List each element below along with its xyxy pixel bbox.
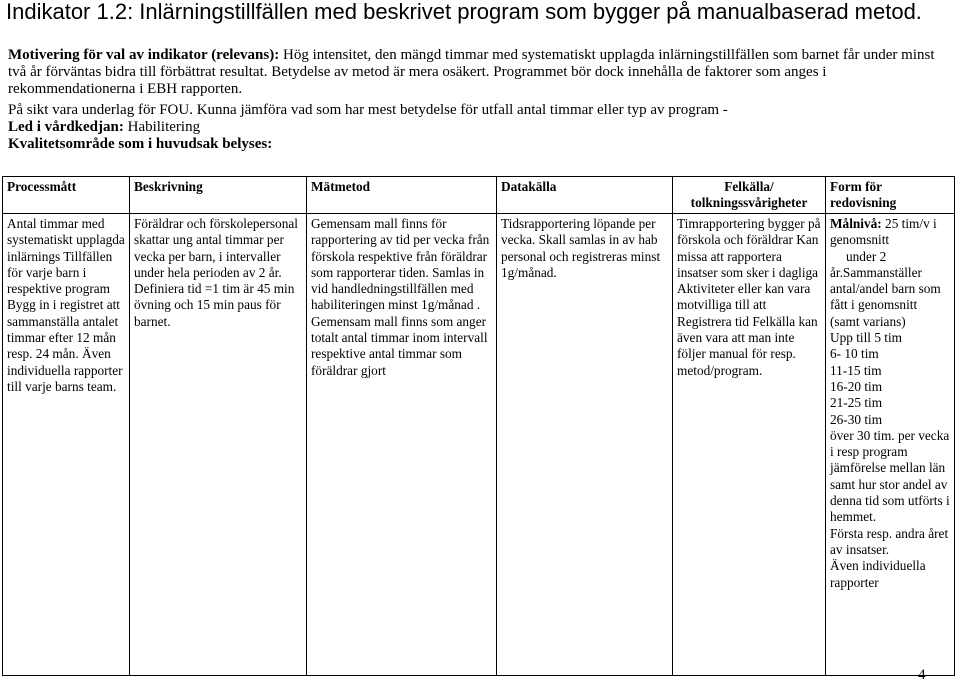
fou-text: Kunna jämföra vad som har mest betydelse för utfall antal timmar eller typ av program - (192, 102, 728, 118)
reporting-line: över 30 tim. per vecka i resp program jämförelse mellan län samt hur stor andel av denna tid som utförts i hemmet. (830, 427, 950, 525)
goal-alt: under 2 (846, 248, 887, 264)
goal-line (830, 216, 950, 249)
page-number: 4 (918, 667, 926, 683)
header-source: Datakälla (497, 177, 673, 214)
page-title: Indikator 1.2: Inlärningstillfällen med beskrivet program som bygger på manualbaserad metod. (6, 0, 922, 24)
reporting-line: 6- 10 tim (830, 346, 879, 362)
reporting-line: Även individuella rapporter (830, 558, 926, 590)
cell-process: Antal timmar med systematiskt upplagda inlärnings Tillfällen för varje barn i respektive program Bygg in i registret att sammanställa antalet timmar efter 12 mån resp. 24 mån. Även individuella rapporter till varje barns team. (3, 214, 130, 676)
motivation-text-2: Betydelse av metod är mera osäkert. Programmet bör dock innehålla de faktorer som anges i rekommendationerna i EBH rapporten. (8, 64, 827, 97)
cell-reporting (826, 214, 955, 676)
goal-value: 25 tim/v i genomsnitt (830, 216, 937, 248)
table-row (3, 214, 955, 676)
table-header-row (3, 177, 955, 214)
fou-note: På sikt vara underlag för FOU. (8, 102, 193, 118)
reporting-line: 16-20 tim (830, 378, 883, 394)
motivation-text-1: Hög intensitet, den mängd timmar med systematiskt upplagda inlärningstillfällen som barnet får under minst två år förväntas bidra till förbättrat resultat. (8, 47, 935, 80)
fou-paragraph (8, 102, 952, 153)
care-chain-label: Led i vårdkedjan: (8, 119, 124, 135)
header-error-source: Felkälla/ tolkningssvårigheter (673, 177, 826, 214)
indicator-table (2, 176, 955, 676)
quality-area-label: Kvalitetsområde som i huvudsak belyses: (8, 136, 273, 152)
reporting-line: 21-25 tim (830, 395, 883, 411)
header-method: Mätmetod (307, 177, 497, 214)
reporting-line: Upp till 5 tim (830, 330, 903, 346)
cell-description: Föräldrar och förskolepersonal skattar ung antal timmar per vecka per barn, i intervaller under hela perioden av 2 år. Definiera tid =1 tim är 45 min övning och 15 min paus för barnet. (130, 214, 307, 676)
header-process: Processmått (3, 177, 130, 214)
goal-label: Målnivå: (830, 216, 882, 231)
motivation-label: Motivering för val av indikator (relevans): (8, 47, 280, 63)
reporting-line: Första resp. andra året av insatser. (830, 525, 949, 557)
reporting-line: år.Sammanställer antal/andel barn som fått i genomsnitt (samt varians) (830, 264, 941, 329)
care-chain-value: Habilitering (123, 119, 201, 135)
header-reporting: Form för redovisning (826, 177, 955, 214)
header-description: Beskrivning (130, 177, 307, 214)
reporting-lines (830, 265, 950, 591)
cell-error-source: Timrapportering bygger på förskola och föräldrar Kan missa att rapportera insatser som sker i dagliga Aktiviteter eller kan vara motvilliga till att Registrera tid Felkälla kan även vara att man inte följer manual för resp. metod/program. (673, 214, 826, 676)
cell-method: Gemensam mall finns för rapportering av tid per vecka från förskola respektive från föräldrar som rapporterar tiden. Samlas in vid handledningstillfällen med habiliteringen minst 1g/månad . Gemensam mall finns som anger totalt antal timmar inom intervall respektive antal timmar som föräldrar gjort (307, 214, 497, 676)
intro-section (8, 47, 952, 153)
reporting-line: 26-30 tim (830, 411, 883, 427)
reporting-line: 11-15 tim (830, 362, 882, 378)
cell-source: Tidsrapportering löpande per vecka. Skall samlas in av hab personal och registreras minst 1g/månad. (497, 214, 673, 676)
motivation-paragraph (8, 47, 952, 98)
